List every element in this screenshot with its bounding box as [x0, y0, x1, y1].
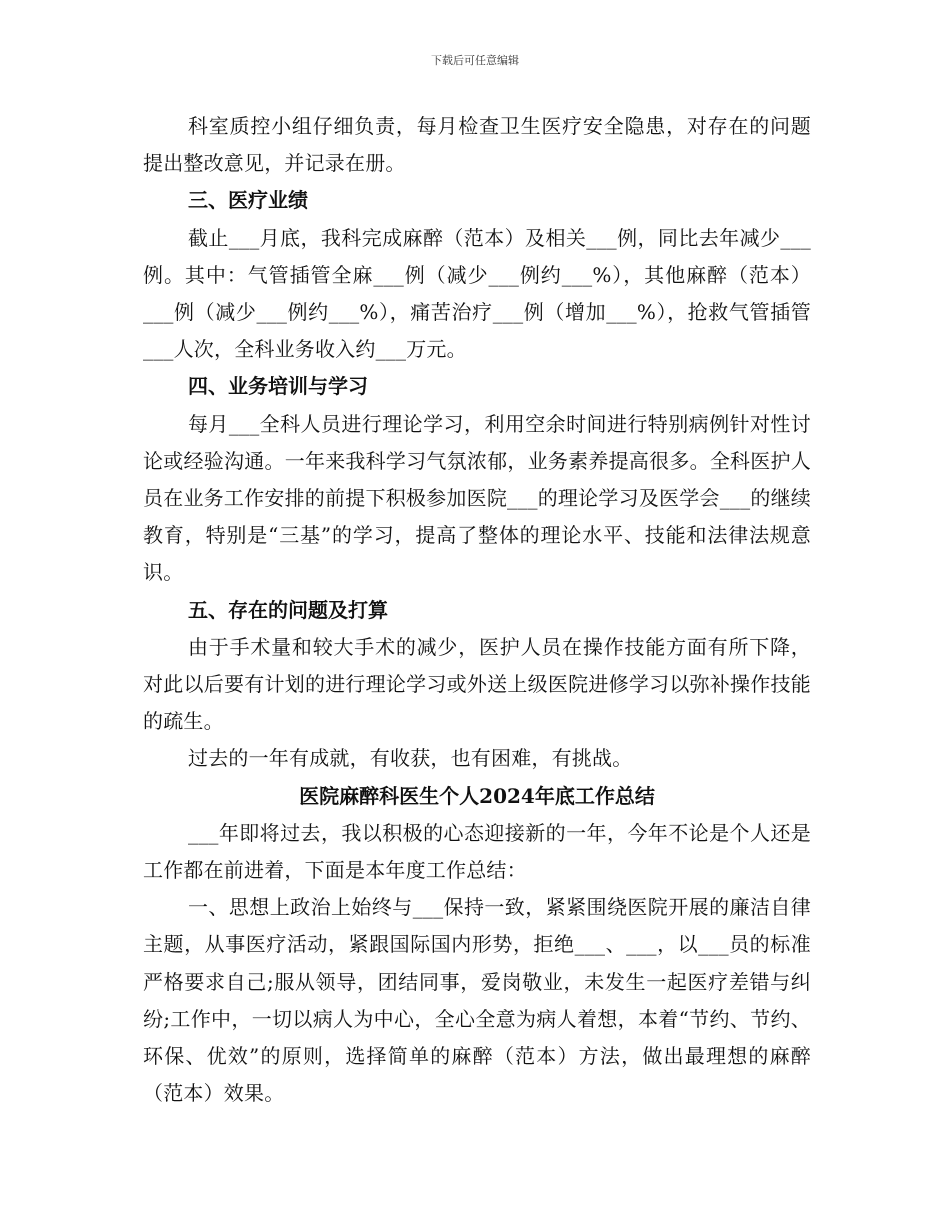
paragraph-intro: ___年即将过去，我以积极的心态迎接新的一年，今年不论是个人还是工作都在前进着，下面是本年度工作总结：	[143, 820, 811, 883]
document-title: 医院麻醉科医生个人2024年底工作总结	[299, 783, 655, 808]
page-header: 下载后可任意编辑	[431, 54, 519, 67]
paragraph-past-year: 过去的一年有成就，有收获，也有困难，有挑战。	[188, 746, 633, 771]
paragraph-problems: 由于手术量和较大手术的减少，医护人员在操作技能方面有所下降，对此以后要有计划的进行理论学习或外送上级医院进修学习以弥补操作技能的疏生。	[143, 634, 811, 734]
heading-problems-plans: 五、存在的问题及打算	[188, 597, 388, 622]
paragraph-quality-control: 科室质控小组仔细负责，每月检查卫生医疗安全隐患，对存在的问题提出整改意见，并记录在册。	[143, 114, 811, 176]
heading-medical-performance: 三、医疗业绩	[188, 188, 308, 213]
paragraph-political: 一、思想上政治上始终与___保持一致，紧紧围绕医院开展的廉洁自律主题，从事医疗活动，紧跟国际国内形势，拒绝___、___，以___员的标准严格要求自己;服从领导，团结同事，爱岗敬业，未发生一起医疗差错与纠纷;工作中，一切以病人为中心，全心全意为病人着想，本着“节约、节约、环保、优效”的原则，选择简单的麻醉（范本）方法，做出最理想的麻醉（范本）效果。	[143, 895, 811, 1106]
document-body	[143, 108, 811, 1112]
paragraph-medical-performance: 截止___月底，我科完成麻醉（范本）及相关___例，同比去年减少___例。其中：气管插管全麻___例（减少___例约___%），其他麻醉（范本）___例（减少___例约___%），痛苦治疗___例（增加___%），抢救气管插管___人次，全科业务收入约___万元。	[143, 225, 811, 362]
paragraph-training: 每月___全科人员进行理论学习，利用空余时间进行特别病例针对性讨论或经验沟通。一年来我科学习气氛浓郁，业务素养提高很多。全科医护人员在业务工作安排的前提下积极参加医院___的理论学习及医学会___的继续教育，特别是“三基”的学习，提高了整体的理论水平、技能和法律法规意识。	[143, 411, 811, 585]
heading-training: 四、业务培训与学习	[188, 374, 368, 399]
